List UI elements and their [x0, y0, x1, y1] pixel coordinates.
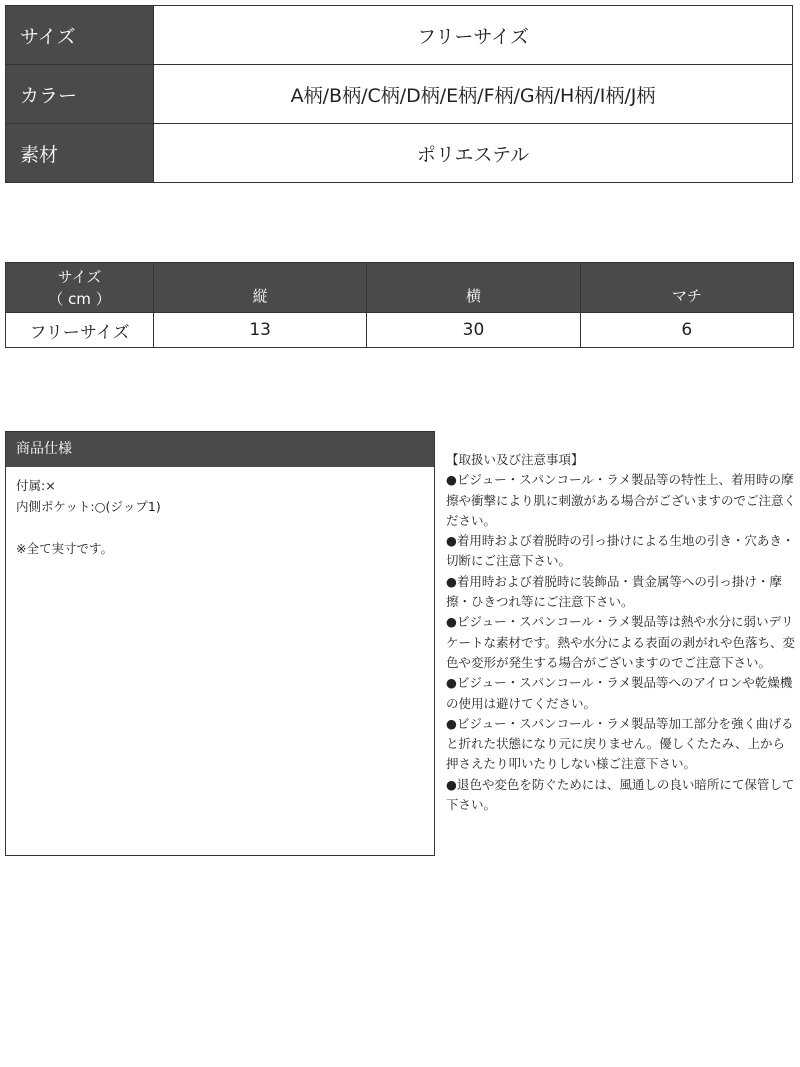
care-note-item: ●ビジュー・スパンコール・ラメ製品等へのアイロンや乾燥機の使用は避けてください。 — [446, 675, 793, 711]
spec-value-size: フリーサイズ — [154, 6, 793, 65]
size-header-size — [6, 263, 154, 313]
size-cell-height: 13 — [154, 313, 367, 348]
size-header-height: 縦 — [154, 263, 367, 313]
care-notes — [446, 450, 796, 815]
care-note-item: ●着用時および着脱時に装飾品・貴金属等への引っ掛け・摩擦・ひきつれ等にご注意下さい。 — [446, 573, 782, 610]
care-note-item: ●退色や変色を防ぐためには、風通しの良い暗所にて保管して下さい。 — [446, 776, 795, 813]
product-spec-title: 商品仕様 — [6, 432, 434, 467]
care-note-item: ●ビジュー・スパンコール・ラメ製品等は熱や水分に弱いデリケートな素材です。熱や水分による表面の剥がれや色落ち、変色や変形が発生する場合がございますのでご注意下さい。 — [446, 614, 796, 670]
size-table — [5, 262, 794, 348]
size-cell-width: 30 — [367, 313, 580, 348]
spec-value-material: ポリエステル — [154, 124, 793, 183]
product-spec-line-pocket: 内側ポケット:○(ジップ1) — [16, 499, 161, 514]
spec-table — [5, 5, 793, 183]
spec-row-material — [6, 124, 793, 183]
spec-label-material: 素材 — [6, 124, 154, 183]
size-header-gusset: マチ — [580, 263, 793, 313]
product-spec-body — [6, 467, 434, 567]
care-note-item: ●ビジュー・スパンコール・ラメ製品等加工部分を強く曲げると折れた状態になり元に戻りません。優しくたたみ、上から押さえたり叩いたりしない様ご注意下さい。 — [446, 715, 794, 772]
spec-label-color: カラー — [6, 65, 154, 124]
care-notes-heading: 【取扱い及び注意事項】 — [446, 452, 584, 467]
size-header-line1: サイズ — [57, 267, 102, 286]
spec-row-color — [6, 65, 793, 124]
spec-label-size: サイズ — [6, 6, 154, 65]
product-spec-box — [5, 431, 435, 856]
size-table-header — [6, 263, 794, 313]
size-cell-gusset: 6 — [580, 313, 793, 348]
care-note-item: ●着用時および着脱時の引っ掛けによる生地の引き・穴あき・切断にご注意下さい。 — [446, 533, 795, 569]
table-row — [6, 313, 794, 348]
care-note-item: ●ビジュー・スパンコール・ラメ製品等の特性上、着用時の摩擦や衝撃により肌に刺激がある場合がございますのでご注意ください。 — [446, 472, 797, 528]
product-spec-line-note: ※全て実寸です。 — [16, 541, 113, 556]
spec-row-size — [6, 6, 793, 65]
size-header-line2: （ cm ） — [48, 289, 111, 308]
size-header-width: 横 — [367, 263, 580, 313]
spec-value-color: A柄/B柄/C柄/D柄/E柄/F柄/G柄/H柄/I柄/J柄 — [154, 65, 793, 124]
product-spec-line-accessory: 付属:× — [16, 478, 56, 493]
size-cell-size: フリーサイズ — [6, 313, 154, 348]
